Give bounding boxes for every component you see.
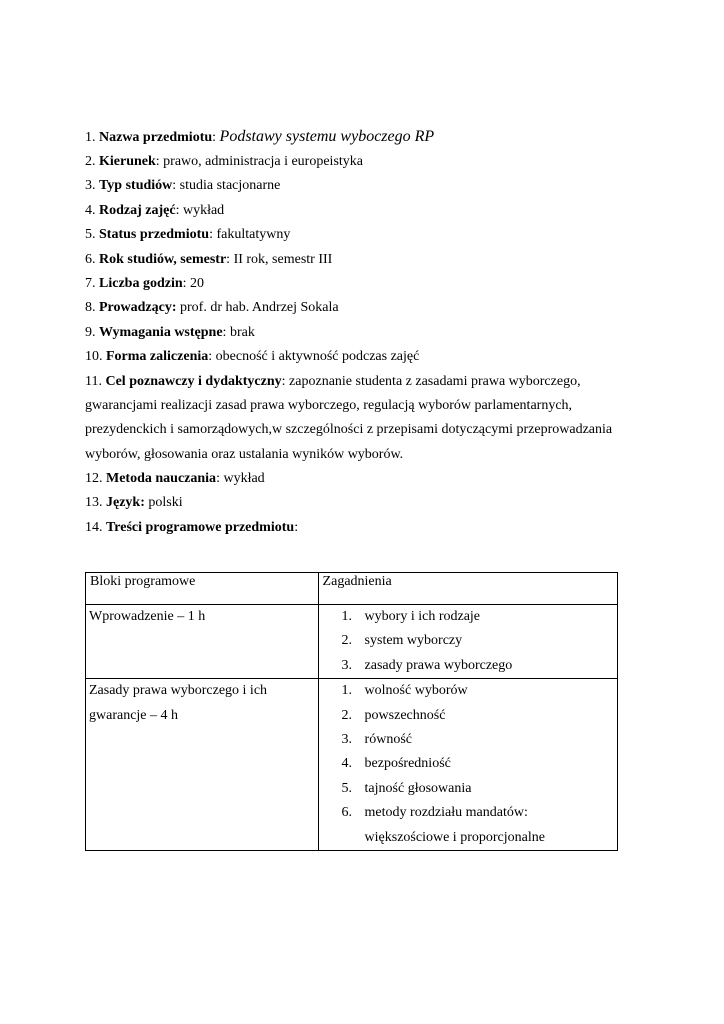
- table-row: [86, 679, 618, 851]
- field-course-name: [85, 124, 645, 150]
- field-separator: :: [175, 202, 183, 218]
- goal-line: wyborów, głosowania oraz ustalania wyników wyborów.: [85, 446, 404, 462]
- list-item-text: tajność głosowania: [364, 780, 472, 796]
- field-number: 3.: [85, 178, 96, 194]
- field-label: Cel poznawczy i dydaktyczny: [105, 373, 282, 389]
- field-lecturer: [85, 296, 645, 320]
- field-assessment: [85, 345, 645, 369]
- list-item-text: zasady prawa wyborczego: [364, 657, 513, 673]
- goal-line: [85, 370, 645, 394]
- field-label: Rok studiów, semestr: [99, 251, 227, 267]
- field-label: Typ studiów: [99, 178, 173, 194]
- field-language: [85, 491, 645, 515]
- field-value: prof. dr hab. Andrzej Sokala: [180, 300, 339, 316]
- field-label: Język:: [106, 495, 145, 511]
- field-label: Rodzaj zajęć: [99, 202, 176, 218]
- field-teaching-method: [85, 467, 645, 491]
- list-item-text: powszechność: [364, 707, 446, 723]
- field-prerequisites: [85, 321, 645, 345]
- field-value: 20: [190, 275, 205, 291]
- field-year-semester: [85, 248, 645, 272]
- field-separator: :: [182, 275, 191, 291]
- field-separator: :: [222, 324, 230, 340]
- field-value: polski: [148, 495, 183, 511]
- table-header-blocks: Bloki programowe: [86, 573, 319, 605]
- table-cell-block: [86, 679, 319, 851]
- list-item: [319, 777, 617, 801]
- field-value: II rok, semestr III: [233, 251, 333, 267]
- field-number: 2.: [85, 154, 96, 169]
- list-item-text: wolność wyborów: [364, 683, 468, 699]
- list-item: [319, 728, 617, 752]
- table-row: [86, 605, 618, 679]
- field-value: wykład: [182, 202, 225, 218]
- field-value: obecność i aktywność podczas zajęć: [215, 349, 420, 365]
- field-number: 13.: [85, 495, 103, 511]
- block-line: gwarancje – 4 h: [89, 707, 179, 723]
- list-item-text: wybory i ich rodzaje: [364, 609, 481, 624]
- field-course-content: [85, 516, 645, 540]
- field-value: brak: [229, 324, 255, 340]
- list-item-text: system wyborczy: [364, 633, 463, 649]
- field-program: [85, 150, 645, 174]
- list-item: [319, 801, 617, 850]
- list-item: [319, 629, 617, 653]
- field-separator: :: [226, 251, 234, 267]
- list-item-number: 1.: [341, 683, 353, 699]
- field-separator: :: [281, 373, 290, 389]
- field-number: 5.: [85, 227, 96, 243]
- field-value: fakultatywny: [216, 227, 291, 243]
- topic-list: [319, 679, 617, 850]
- goal-line: gwarancjami realizacji zasad prawa wyborczego, regulacją wyborów parlamentarnych,: [85, 397, 573, 413]
- block-line: Wprowadzenie – 1 h: [89, 609, 206, 624]
- field-value: wykład: [223, 471, 265, 487]
- field-separator: :: [172, 178, 180, 194]
- program-table: [85, 572, 618, 851]
- list-item: [319, 679, 617, 703]
- field-hours: [85, 272, 645, 296]
- list-item-number: 2.: [341, 633, 353, 649]
- field-separator: :: [209, 227, 217, 243]
- field-number: 6.: [85, 251, 96, 267]
- field-label: Metoda nauczania: [106, 471, 217, 487]
- field-course-goal: [85, 370, 645, 468]
- goal-line: prezydenckich i samorządowych,w szczególności z przepisami dotyczącymi przeprowadzania: [85, 422, 613, 438]
- table-header-row: [86, 573, 618, 605]
- field-label: Wymagania wstępne: [99, 324, 223, 340]
- field-separator: :: [155, 154, 164, 169]
- field-value: studia stacjonarne: [179, 178, 281, 194]
- list-item-number: 6.: [341, 805, 353, 821]
- field-label: Kierunek: [99, 154, 156, 169]
- block-line: Zasady prawa wyborczego i ich: [89, 683, 268, 699]
- table-cell-topics: [318, 605, 617, 679]
- list-item: [319, 704, 617, 728]
- field-number: 12.: [85, 471, 103, 487]
- field-separator: :: [212, 130, 220, 145]
- field-label: Liczba godzin: [99, 275, 183, 291]
- field-number: 7.: [85, 275, 96, 291]
- field-label: Nazwa przedmiotu: [99, 130, 213, 145]
- table-cell-topics: [318, 679, 617, 851]
- list-item-number: 4.: [341, 756, 353, 772]
- field-value: zapoznanie studenta z zasadami prawa wyborczego,: [289, 373, 581, 389]
- field-separator: :: [216, 471, 224, 487]
- table-cell-block: [86, 605, 319, 679]
- field-class-type: [85, 199, 645, 223]
- field-study-type: [85, 174, 645, 198]
- field-number: 11.: [85, 373, 102, 389]
- list-item: [319, 752, 617, 776]
- field-separator: :: [208, 349, 216, 365]
- field-status: [85, 223, 645, 247]
- list-item-text: równość: [364, 732, 412, 748]
- field-number: 4.: [85, 202, 96, 218]
- list-item-text: metody rozdziału mandatów: większościowe i proporcjonalne: [364, 805, 545, 845]
- field-number: 10.: [85, 349, 103, 365]
- field-value: prawo, administracja i europeistyka: [163, 154, 363, 169]
- course-fields: [85, 124, 645, 540]
- list-item: [319, 654, 617, 678]
- field-separator: :: [294, 519, 299, 535]
- list-item-number: 2.: [341, 707, 353, 723]
- field-value: Podstawy systemu wyboczego RP: [219, 128, 435, 145]
- list-item: [319, 605, 617, 629]
- topic-list: [319, 605, 617, 678]
- list-item-number: 1.: [341, 609, 353, 624]
- list-item-number: 3.: [341, 657, 353, 673]
- field-number: 9.: [85, 324, 96, 340]
- field-number: 1.: [85, 130, 96, 145]
- field-label: Prowadzący:: [99, 300, 177, 316]
- list-item-number: 5.: [341, 780, 353, 796]
- field-number: 14.: [85, 519, 103, 535]
- list-item-text: bezpośredniość: [364, 756, 451, 772]
- field-label: Status przedmiotu: [99, 227, 210, 243]
- field-label: Treści programowe przedmiotu: [106, 519, 295, 535]
- field-number: 8.: [85, 300, 96, 316]
- list-item-number: 3.: [341, 732, 353, 748]
- table-header-topics: Zagadnienia: [318, 573, 617, 605]
- field-label: Forma zaliczenia: [106, 349, 209, 365]
